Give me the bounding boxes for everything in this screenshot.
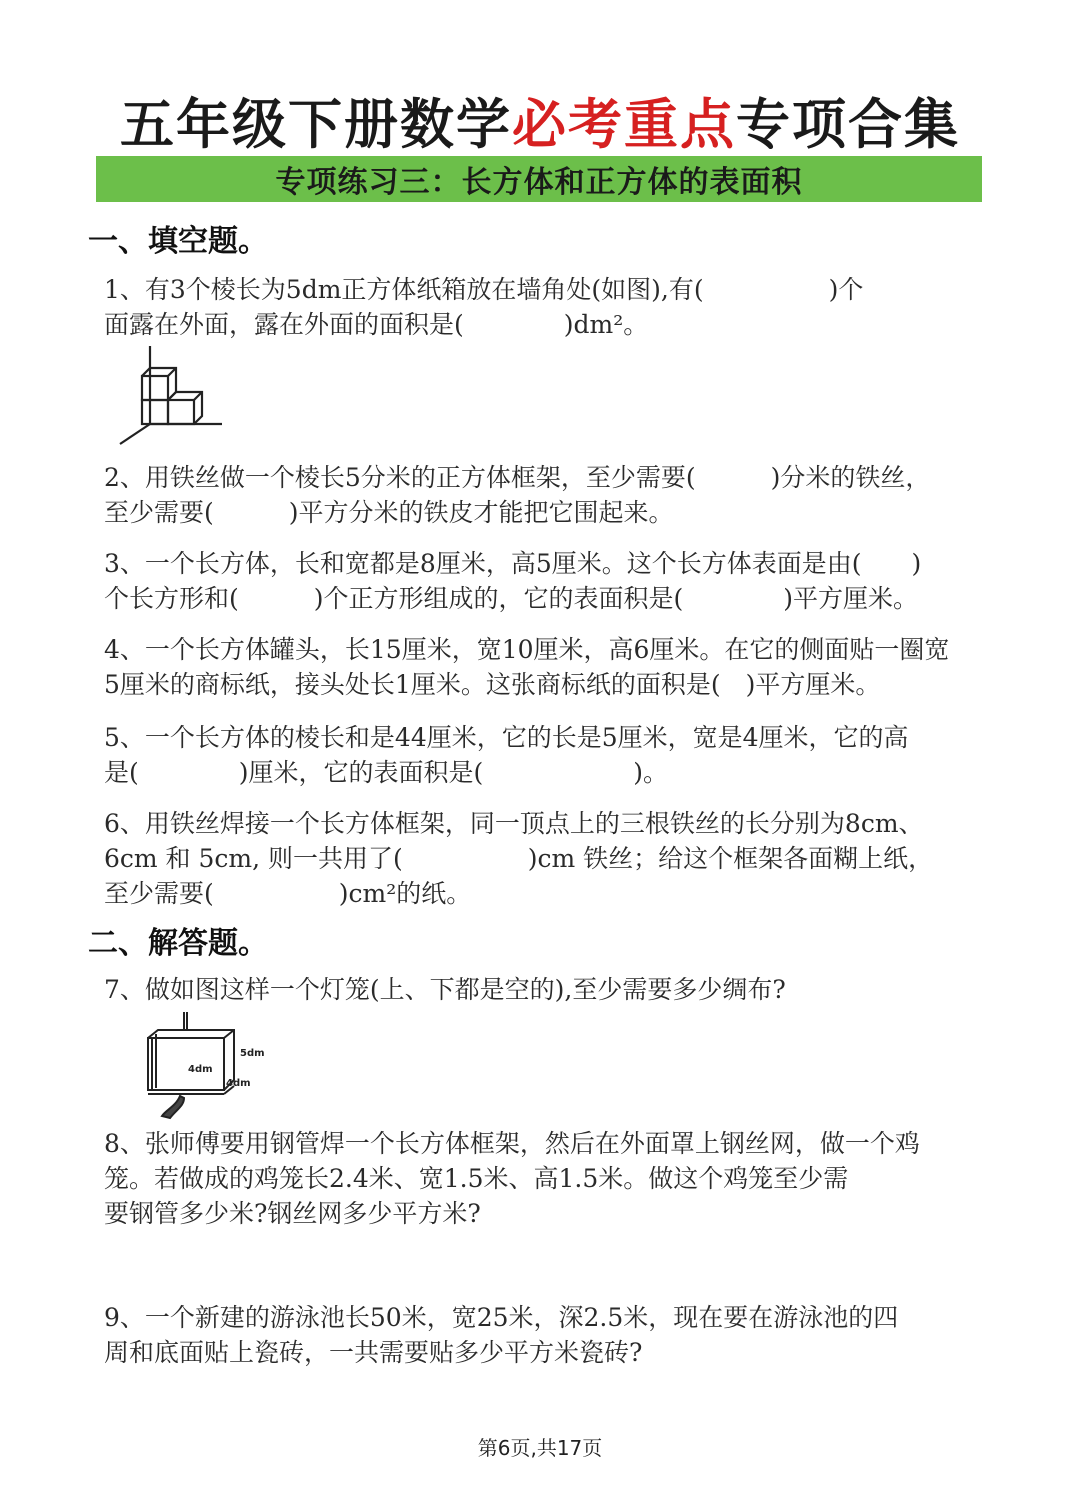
lantern-width-label: 4dm [188, 1064, 213, 1075]
question-line: 笼。若做成的鸡笼长2.4米、宽1.5米、高1.5米。做这个鸡笼至少需 [104, 1164, 849, 1193]
section-heading-answer: 二、解答题。 [88, 926, 268, 961]
question-8 [104, 1126, 984, 1231]
lantern-height-label: 5dm [240, 1048, 265, 1059]
question-6 [104, 806, 984, 911]
question-5 [104, 720, 984, 790]
cubes-corner-figure [112, 344, 232, 448]
question-line: 1、有3个棱长为5dm正方体纸箱放在墙角处(如图),有( )个 [104, 275, 864, 304]
question-line: 面露在外面，露在外面的面积是( )dm²。 [104, 310, 649, 339]
question-line: 6cm 和 5cm, 则一共用了( )cm 铁丝；给这个框架各面糊上纸， [104, 844, 934, 873]
question-line: 2、用铁丝做一个棱长5分米的正方体框架，至少需要( )分米的铁丝， [104, 463, 931, 492]
question-line: 9、一个新建的游泳池长50米，宽25米，深2.5米，现在要在游泳池的四 [104, 1303, 899, 1332]
question-2 [104, 460, 984, 530]
section-banner [96, 156, 982, 202]
question-line: 周和底面贴上瓷砖，一共需要贴多少平方米瓷砖? [104, 1338, 643, 1367]
title-part1: 五年级下册数学 [120, 93, 512, 156]
question-line: 6、用铁丝焊接一个长方体框架，同一顶点上的三根铁丝的长分别为8cm、 [104, 809, 924, 838]
question-3 [104, 546, 984, 616]
page-title [0, 82, 1080, 159]
question-line: 8、张师傅要用钢管焊一个长方体框架，然后在外面罩上钢丝网，做一个鸡 [104, 1129, 920, 1158]
question-line: 7、做如图这样一个灯笼(上、下都是空的),至少需要多少绸布? [104, 975, 786, 1004]
question-line: 5、一个长方体的棱长和是44厘米，它的长是5厘米，宽是4厘米，它的高 [104, 723, 909, 752]
question-4 [104, 632, 984, 702]
question-line: 至少需要( )平方分米的铁皮才能把它围起来。 [104, 498, 674, 527]
lantern-depth-label: 4dm [226, 1078, 251, 1089]
question-line: 4、一个长方体罐头，长15厘米，宽10厘米，高6厘米。在它的侧面贴一圈宽 [104, 635, 950, 664]
question-line: 是( )厘米，它的表面积是( )。 [104, 758, 669, 787]
section-heading-fill-in: 一、填空题。 [88, 224, 268, 259]
page-number: 第6页,共17页 [477, 1436, 603, 1460]
question-line: 个长方形和( )个正方形组成的，它的表面积是( )平方厘米。 [104, 584, 919, 613]
banner-text: 专项练习三：长方体和正方体的表面积 [275, 165, 803, 200]
question-1 [104, 272, 984, 342]
question-line: 要钢管多少米?钢丝网多少平方米? [104, 1199, 481, 1228]
question-line: 至少需要( )cm²的纸。 [104, 879, 472, 908]
title-part3: 专项合集 [736, 93, 960, 156]
question-line: 5厘米的商标纸，接头处长1厘米。这张商标纸的面积是( )平方厘米。 [104, 670, 881, 699]
lantern-figure [140, 1010, 270, 1122]
question-9 [104, 1300, 984, 1370]
title-highlight: 必考重点 [512, 93, 736, 156]
question-7 [104, 972, 984, 1007]
question-line: 3、一个长方体，长和宽都是8厘米，高5厘米。这个长方体表面是由( ) [104, 549, 922, 578]
